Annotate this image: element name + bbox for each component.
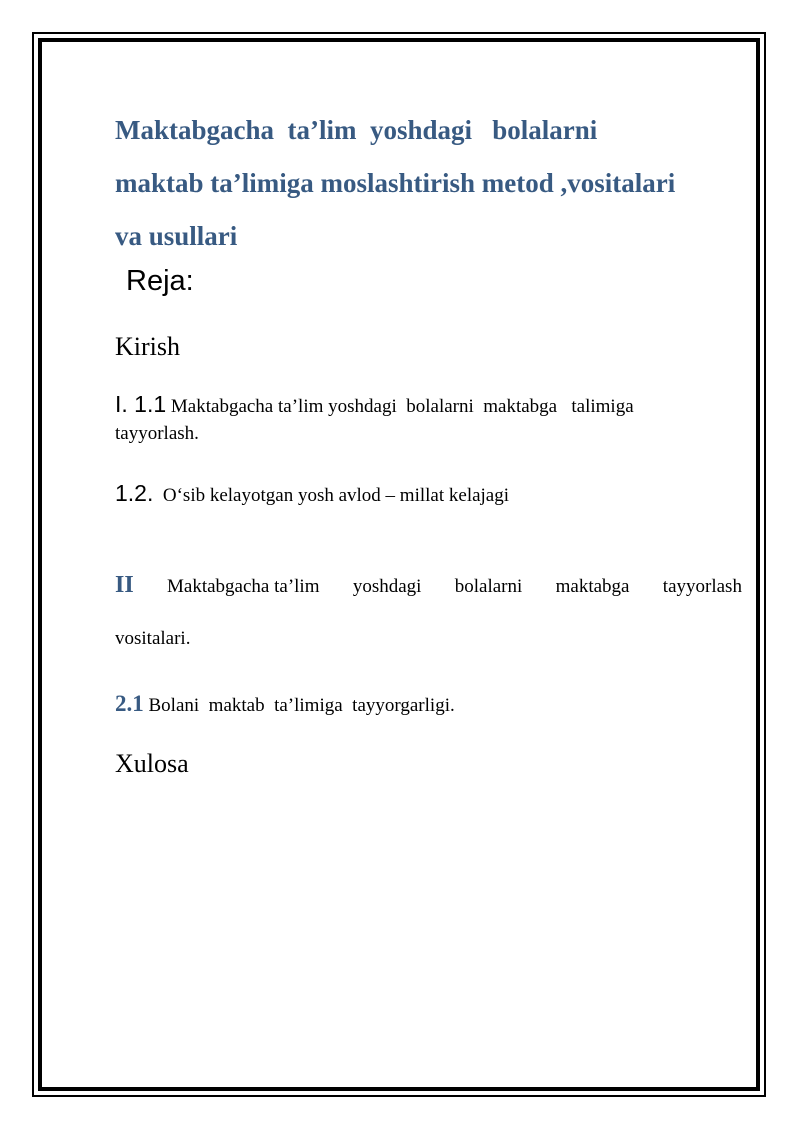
plan-item-1-1-continuation: tayyorlash. — [115, 423, 199, 444]
title-line-2: maktab ta’limiga moslashtirish metod ,vositalari — [115, 168, 676, 198]
plan-item-1-2-number: 1.2. — [115, 480, 154, 506]
plan-section-2-word: tayyorlash — [662, 576, 742, 597]
plan-item-2-1-number: 2.1 — [115, 691, 144, 716]
title-line-1: Maktabgacha ta’lim yoshdagi bolalarni — [115, 115, 598, 145]
plan-section-2-number: II — [115, 572, 134, 598]
plan-item-1-2-text: O‘sib kelayotgan yosh avlod – millat kelajagi — [153, 485, 510, 506]
plan-heading: Reja: — [126, 265, 194, 297]
plan-section-2-word: Maktabgacha ta’lim — [167, 576, 320, 597]
document-title — [115, 104, 745, 263]
plan-section-2-line — [115, 570, 742, 602]
plan-item-2-1 — [115, 688, 455, 723]
plan-section-2-continuation: vositalari. — [115, 628, 191, 649]
plan-item-1-2 — [115, 478, 509, 512]
plan-item-1-1 — [115, 391, 715, 447]
intro-item: Kirish — [115, 332, 180, 361]
plan-section-2-word: bolalarni — [454, 576, 523, 597]
plan-item-2-1-text: Bolani maktab ta’limiga tayyorgarligi. — [143, 695, 455, 716]
plan-item-1-1-text: Maktabgacha ta’lim yoshdagi bolalarni maktabga talimiga — [166, 396, 634, 417]
plan-section-2-word: maktabga — [555, 576, 630, 597]
plan-section-2-word: yoshdagi — [352, 576, 422, 597]
plan-section-2 — [115, 570, 742, 654]
title-line-3: va usullari — [115, 221, 238, 251]
conclusion-item: Xulosa — [115, 749, 189, 778]
plan-item-1-1-number: I. 1.1 — [115, 391, 167, 417]
